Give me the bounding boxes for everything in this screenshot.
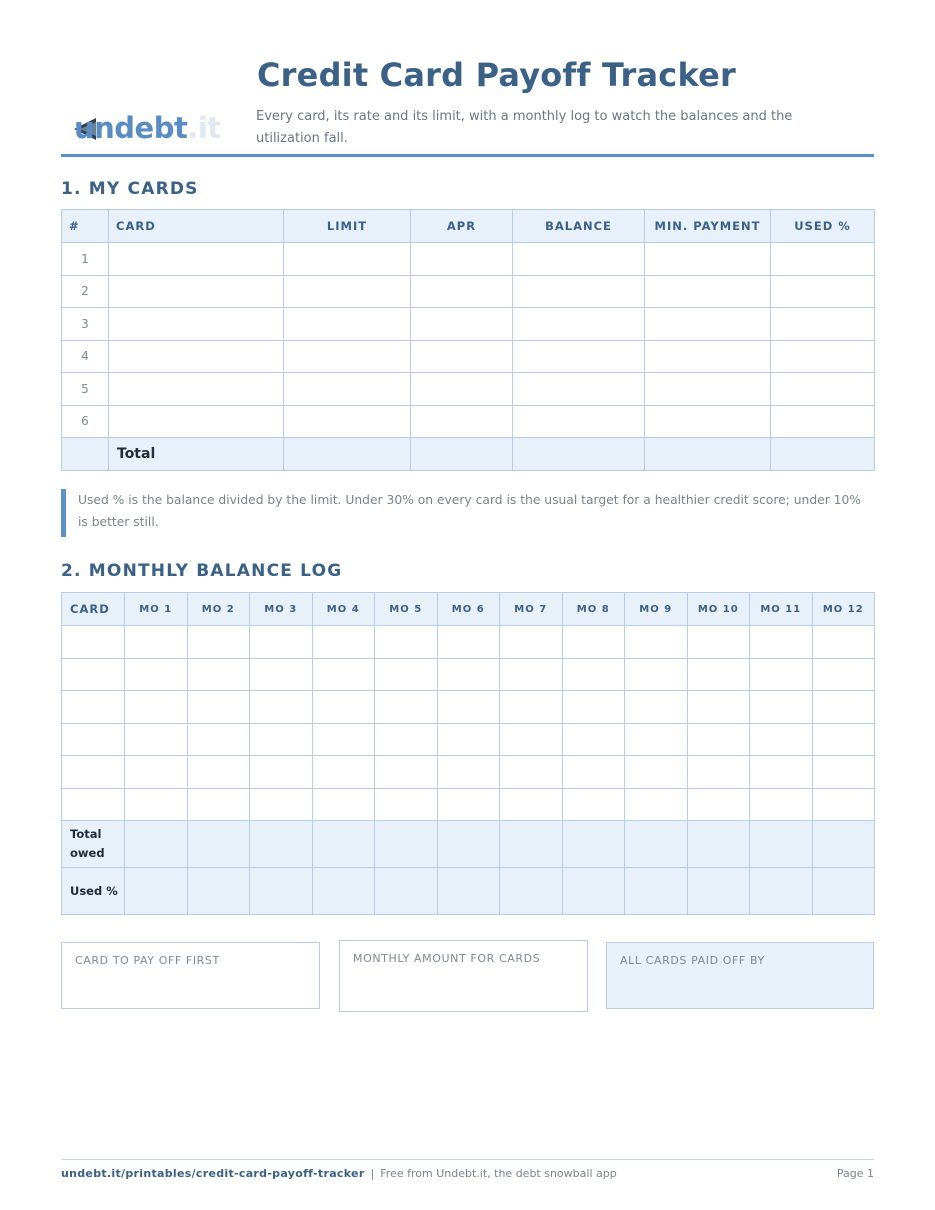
entry-cell[interactable]	[411, 405, 513, 438]
entry-cell[interactable]	[771, 405, 875, 438]
entry-cell[interactable]	[500, 868, 563, 915]
row-number: 3	[62, 308, 109, 341]
entry-cell[interactable]	[562, 691, 625, 724]
entry-cell[interactable]	[109, 275, 284, 308]
entry-cell[interactable]	[62, 691, 125, 724]
column-header: MO 2	[187, 593, 250, 626]
entry-cell[interactable]	[284, 405, 411, 438]
entry-cell[interactable]	[625, 658, 688, 691]
entry-cell[interactable]	[687, 821, 750, 868]
column-header: MO 3	[250, 593, 313, 626]
entry-cell[interactable]	[562, 658, 625, 691]
entry-cell[interactable]	[625, 868, 688, 915]
paid-off-by-field[interactable]	[606, 942, 874, 1009]
entry-cell[interactable]	[250, 868, 313, 915]
entry-cell[interactable]	[771, 243, 875, 276]
entry-cell[interactable]	[750, 868, 813, 915]
entry-cell[interactable]	[812, 723, 875, 756]
entry-cell[interactable]	[750, 788, 813, 821]
footer-url-link[interactable]: undebt.it/printables/credit-card-payoff-tracker	[61, 1167, 365, 1180]
entry-cell[interactable]	[500, 788, 563, 821]
entry-cell[interactable]	[250, 756, 313, 789]
entry-cell[interactable]	[375, 788, 438, 821]
entry-cell[interactable]	[513, 243, 645, 276]
entry-cell[interactable]	[284, 275, 411, 308]
card-row	[62, 308, 875, 341]
entry-cell[interactable]	[645, 340, 771, 373]
used-percent-row	[62, 868, 875, 915]
entry-cell[interactable]	[411, 373, 513, 406]
entry-cell[interactable]	[645, 373, 771, 406]
monthly-amount-field[interactable]	[339, 940, 588, 1012]
entry-cell[interactable]	[187, 868, 250, 915]
entry-cell[interactable]	[562, 821, 625, 868]
entry-cell[interactable]	[562, 723, 625, 756]
entry-cell[interactable]	[750, 756, 813, 789]
footer-tagline: Free from Undebt.it, the debt snowball app	[380, 1167, 617, 1180]
column-header: MO 4	[312, 593, 375, 626]
entry-cell[interactable]	[437, 756, 500, 789]
cards-table	[61, 209, 875, 471]
field-label: CARD TO PAY OFF FIRST	[75, 954, 220, 967]
entry-cell[interactable]	[312, 723, 375, 756]
entry-cell[interactable]	[312, 658, 375, 691]
column-header: MO 10	[687, 593, 750, 626]
entry-cell[interactable]	[437, 821, 500, 868]
entry-cell[interactable]	[109, 340, 284, 373]
entry-cell[interactable]	[771, 373, 875, 406]
entry-cell[interactable]	[62, 626, 125, 659]
row-number: 5	[62, 373, 109, 406]
entry-cell[interactable]	[187, 821, 250, 868]
entry-cell[interactable]	[109, 308, 284, 341]
column-header: MO 12	[812, 593, 875, 626]
header-divider	[61, 154, 874, 157]
page-subtitle: Every card, its rate and its limit, with a monthly log to watch the balances and the utilization fall.	[256, 109, 793, 146]
entry-cell[interactable]	[250, 691, 313, 724]
logo-wordmark: undebt.it	[74, 111, 221, 145]
entry-cell[interactable]	[187, 788, 250, 821]
entry-cell[interactable]	[750, 821, 813, 868]
entry-cell[interactable]	[645, 275, 771, 308]
entry-cell[interactable]	[62, 756, 125, 789]
column-header: MO 9	[625, 593, 688, 626]
entry-cell[interactable]	[513, 275, 645, 308]
entry-cell[interactable]	[375, 658, 438, 691]
entry-cell[interactable]	[125, 756, 188, 789]
entry-cell[interactable]	[250, 821, 313, 868]
entry-cell[interactable]	[645, 405, 771, 438]
entry-cell[interactable]	[500, 626, 563, 659]
log-row	[62, 658, 875, 691]
entry-cell[interactable]	[187, 723, 250, 756]
log-row	[62, 723, 875, 756]
column-header: MO 1	[125, 593, 188, 626]
entry-cell[interactable]	[375, 691, 438, 724]
entry-cell[interactable]	[375, 756, 438, 789]
row-number: 1	[62, 243, 109, 276]
entry-cell[interactable]	[250, 626, 313, 659]
entry-cell[interactable]	[687, 868, 750, 915]
entry-cell[interactable]	[812, 821, 875, 868]
entry-cell[interactable]	[375, 868, 438, 915]
entry-cell[interactable]	[750, 723, 813, 756]
column-header: MO 8	[562, 593, 625, 626]
utilization-note: Used % is the balance divided by the limit. Under 30% on every card is the usual target for a healthier credit score; under 10% is better still.	[61, 489, 874, 537]
entry-cell[interactable]	[562, 788, 625, 821]
entry-cell[interactable]	[645, 308, 771, 341]
entry-cell[interactable]	[62, 658, 125, 691]
total-cell[interactable]	[284, 438, 411, 471]
monthly-balance-log-table	[61, 592, 875, 915]
column-header: CARD	[62, 593, 125, 626]
entry-cell[interactable]	[125, 626, 188, 659]
card-row	[62, 275, 875, 308]
column-header: MO 11	[750, 593, 813, 626]
column-header: #	[62, 210, 109, 243]
entry-cell[interactable]	[62, 723, 125, 756]
section-heading-monthly-log: 2. MONTHLY BALANCE LOG	[61, 561, 343, 581]
entry-cell[interactable]	[771, 308, 875, 341]
entry-cell[interactable]	[437, 626, 500, 659]
page-title: Credit Card Payoff Tracker	[257, 56, 736, 94]
entry-cell[interactable]	[312, 691, 375, 724]
entry-cell[interactable]	[411, 243, 513, 276]
entry-cell[interactable]	[687, 691, 750, 724]
entry-cell[interactable]	[625, 723, 688, 756]
entry-cell[interactable]	[187, 691, 250, 724]
entry-cell[interactable]	[250, 723, 313, 756]
entry-cell[interactable]	[812, 691, 875, 724]
entry-cell[interactable]	[437, 658, 500, 691]
column-header: CARD	[109, 210, 284, 243]
entry-cell[interactable]	[500, 658, 563, 691]
entry-cell[interactable]	[812, 756, 875, 789]
entry-cell[interactable]	[812, 868, 875, 915]
entry-cell[interactable]	[284, 308, 411, 341]
entry-cell[interactable]	[62, 788, 125, 821]
entry-cell[interactable]	[109, 405, 284, 438]
entry-cell[interactable]	[687, 658, 750, 691]
empty-cell	[62, 438, 109, 471]
entry-cell[interactable]	[625, 756, 688, 789]
column-header: MO 7	[500, 593, 563, 626]
entry-cell[interactable]	[812, 788, 875, 821]
entry-cell[interactable]	[562, 756, 625, 789]
entry-cell[interactable]	[625, 788, 688, 821]
entry-cell[interactable]	[500, 821, 563, 868]
column-header: MIN. PAYMENT	[645, 210, 771, 243]
entry-cell[interactable]	[109, 243, 284, 276]
entry-cell[interactable]	[812, 626, 875, 659]
entry-cell[interactable]	[375, 821, 438, 868]
entry-cell[interactable]	[437, 788, 500, 821]
total-label: Total	[109, 438, 284, 471]
card-row	[62, 243, 875, 276]
entry-cell[interactable]	[284, 373, 411, 406]
card-row	[62, 405, 875, 438]
entry-cell[interactable]	[125, 821, 188, 868]
card-to-pay-off-first-field[interactable]	[61, 942, 320, 1009]
column-header: APR	[411, 210, 513, 243]
entry-cell[interactable]	[284, 340, 411, 373]
entry-cell[interactable]	[513, 405, 645, 438]
total-owed-row	[62, 821, 875, 868]
log-row	[62, 626, 875, 659]
entry-cell[interactable]	[312, 821, 375, 868]
footer-divider	[61, 1159, 874, 1160]
total-row	[62, 438, 875, 471]
entry-cell[interactable]	[771, 275, 875, 308]
card-row	[62, 373, 875, 406]
row-label: Used %	[62, 868, 125, 915]
entry-cell[interactable]	[187, 626, 250, 659]
entry-cell[interactable]	[125, 788, 188, 821]
column-header: MO 5	[375, 593, 438, 626]
entry-cell[interactable]	[187, 658, 250, 691]
entry-cell[interactable]	[187, 756, 250, 789]
entry-cell[interactable]	[687, 626, 750, 659]
entry-cell[interactable]	[687, 788, 750, 821]
entry-cell[interactable]	[562, 868, 625, 915]
entry-cell[interactable]	[500, 691, 563, 724]
entry-cell[interactable]	[771, 340, 875, 373]
page-number: Page 1	[836, 1167, 874, 1180]
entry-cell[interactable]	[437, 691, 500, 724]
entry-cell[interactable]	[375, 626, 438, 659]
row-number: 6	[62, 405, 109, 438]
entry-cell[interactable]	[687, 723, 750, 756]
column-header: LIMIT	[284, 210, 411, 243]
entry-cell[interactable]	[625, 821, 688, 868]
row-label: Total owed	[62, 821, 125, 868]
entry-cell[interactable]	[625, 691, 688, 724]
field-label: MONTHLY AMOUNT FOR CARDS	[353, 952, 541, 965]
entry-cell[interactable]	[437, 868, 500, 915]
card-row	[62, 340, 875, 373]
entry-cell[interactable]	[312, 626, 375, 659]
entry-cell[interactable]	[125, 691, 188, 724]
entry-cell[interactable]	[513, 340, 645, 373]
column-header: MO 6	[437, 593, 500, 626]
entry-cell[interactable]	[750, 658, 813, 691]
field-label: ALL CARDS PAID OFF BY	[620, 954, 765, 967]
undebt-logo	[66, 108, 236, 148]
entry-cell[interactable]	[437, 723, 500, 756]
entry-cell[interactable]	[125, 868, 188, 915]
entry-cell[interactable]	[312, 756, 375, 789]
entry-cell[interactable]	[625, 626, 688, 659]
entry-cell[interactable]	[513, 373, 645, 406]
entry-cell[interactable]	[500, 756, 563, 789]
cards-table-header	[62, 210, 875, 243]
entry-cell[interactable]	[250, 658, 313, 691]
entry-cell[interactable]	[645, 243, 771, 276]
entry-cell[interactable]	[687, 756, 750, 789]
log-row	[62, 788, 875, 821]
entry-cell[interactable]	[411, 340, 513, 373]
row-number: 2	[62, 275, 109, 308]
section-heading-my-cards: 1. MY CARDS	[61, 179, 199, 199]
entry-cell[interactable]	[750, 626, 813, 659]
entry-cell[interactable]	[562, 626, 625, 659]
entry-cell[interactable]	[250, 788, 313, 821]
entry-cell[interactable]	[750, 691, 813, 724]
entry-cell[interactable]	[812, 658, 875, 691]
footer-separator: |	[370, 1167, 375, 1180]
footer	[61, 1167, 617, 1180]
entry-cell[interactable]	[411, 275, 513, 308]
entry-cell[interactable]	[411, 308, 513, 341]
entry-cell[interactable]	[375, 723, 438, 756]
entry-cell[interactable]	[500, 723, 563, 756]
entry-cell[interactable]	[513, 308, 645, 341]
entry-cell[interactable]	[284, 243, 411, 276]
total-cell[interactable]	[645, 438, 771, 471]
total-cell[interactable]	[411, 438, 513, 471]
row-number: 4	[62, 340, 109, 373]
log-row	[62, 691, 875, 724]
log-row	[62, 756, 875, 789]
column-header: BALANCE	[513, 210, 645, 243]
column-header: USED %	[771, 210, 875, 243]
entry-cell[interactable]	[125, 723, 188, 756]
entry-cell[interactable]	[312, 788, 375, 821]
entry-cell[interactable]	[312, 868, 375, 915]
total-cell[interactable]	[771, 438, 875, 471]
total-cell[interactable]	[513, 438, 645, 471]
entry-cell[interactable]	[125, 658, 188, 691]
log-table-header	[62, 593, 875, 626]
entry-cell[interactable]	[109, 373, 284, 406]
